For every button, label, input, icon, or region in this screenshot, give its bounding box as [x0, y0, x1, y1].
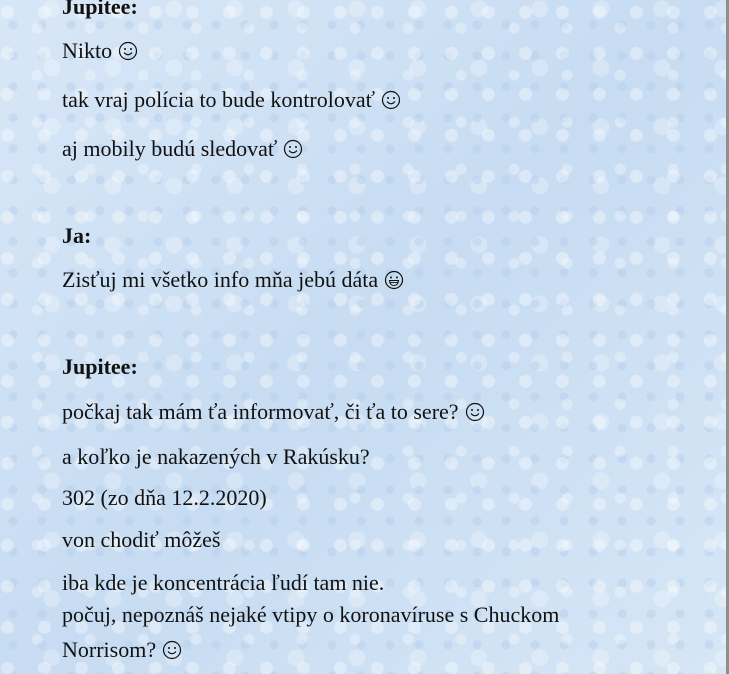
smile-icon [162, 640, 182, 660]
smile-icon [118, 41, 138, 61]
message-text: a koľko je nakazených v Rakúsku? [62, 444, 370, 469]
message-text: počuj, nepoznáš nejaké vtipy o koronavíruse s Chuckom [62, 602, 560, 627]
message-line [62, 444, 370, 470]
message-text: aj mobily budú sledovať [62, 136, 278, 161]
smile-icon [381, 90, 401, 110]
message-line [62, 38, 138, 64]
message-text: počkaj tak mám ťa informovať, či ťa to sere? [62, 399, 459, 424]
message-line [62, 602, 559, 628]
message-line [62, 136, 303, 162]
message-line [62, 267, 404, 293]
smile-icon [465, 402, 485, 422]
speaker-name: Jupitee: [62, 354, 138, 379]
message-line [62, 570, 384, 596]
speaker-name: Ja: [62, 223, 92, 248]
message-line [62, 527, 220, 553]
message-line [62, 485, 267, 511]
message-line [62, 87, 401, 113]
speaker-name: Jupitee: [62, 0, 138, 19]
message-text: Zisťuj mi všetko info mňa jebú dáta [62, 267, 379, 292]
grin-icon [384, 270, 404, 290]
message-text: Nikto [62, 38, 113, 63]
message-text: tak vraj polícia to bude kontrolovať [62, 87, 376, 112]
message-line [62, 637, 182, 663]
message-line [62, 399, 485, 425]
message-text: 302 (zo dňa 12.2.2020) [62, 485, 267, 510]
message-text: iba kde je koncentrácia ľudí tam nie. [62, 570, 385, 595]
message-text: Norrisom? [62, 637, 157, 662]
message-text: von chodiť môžeš [62, 527, 221, 552]
smile-icon [283, 139, 303, 159]
